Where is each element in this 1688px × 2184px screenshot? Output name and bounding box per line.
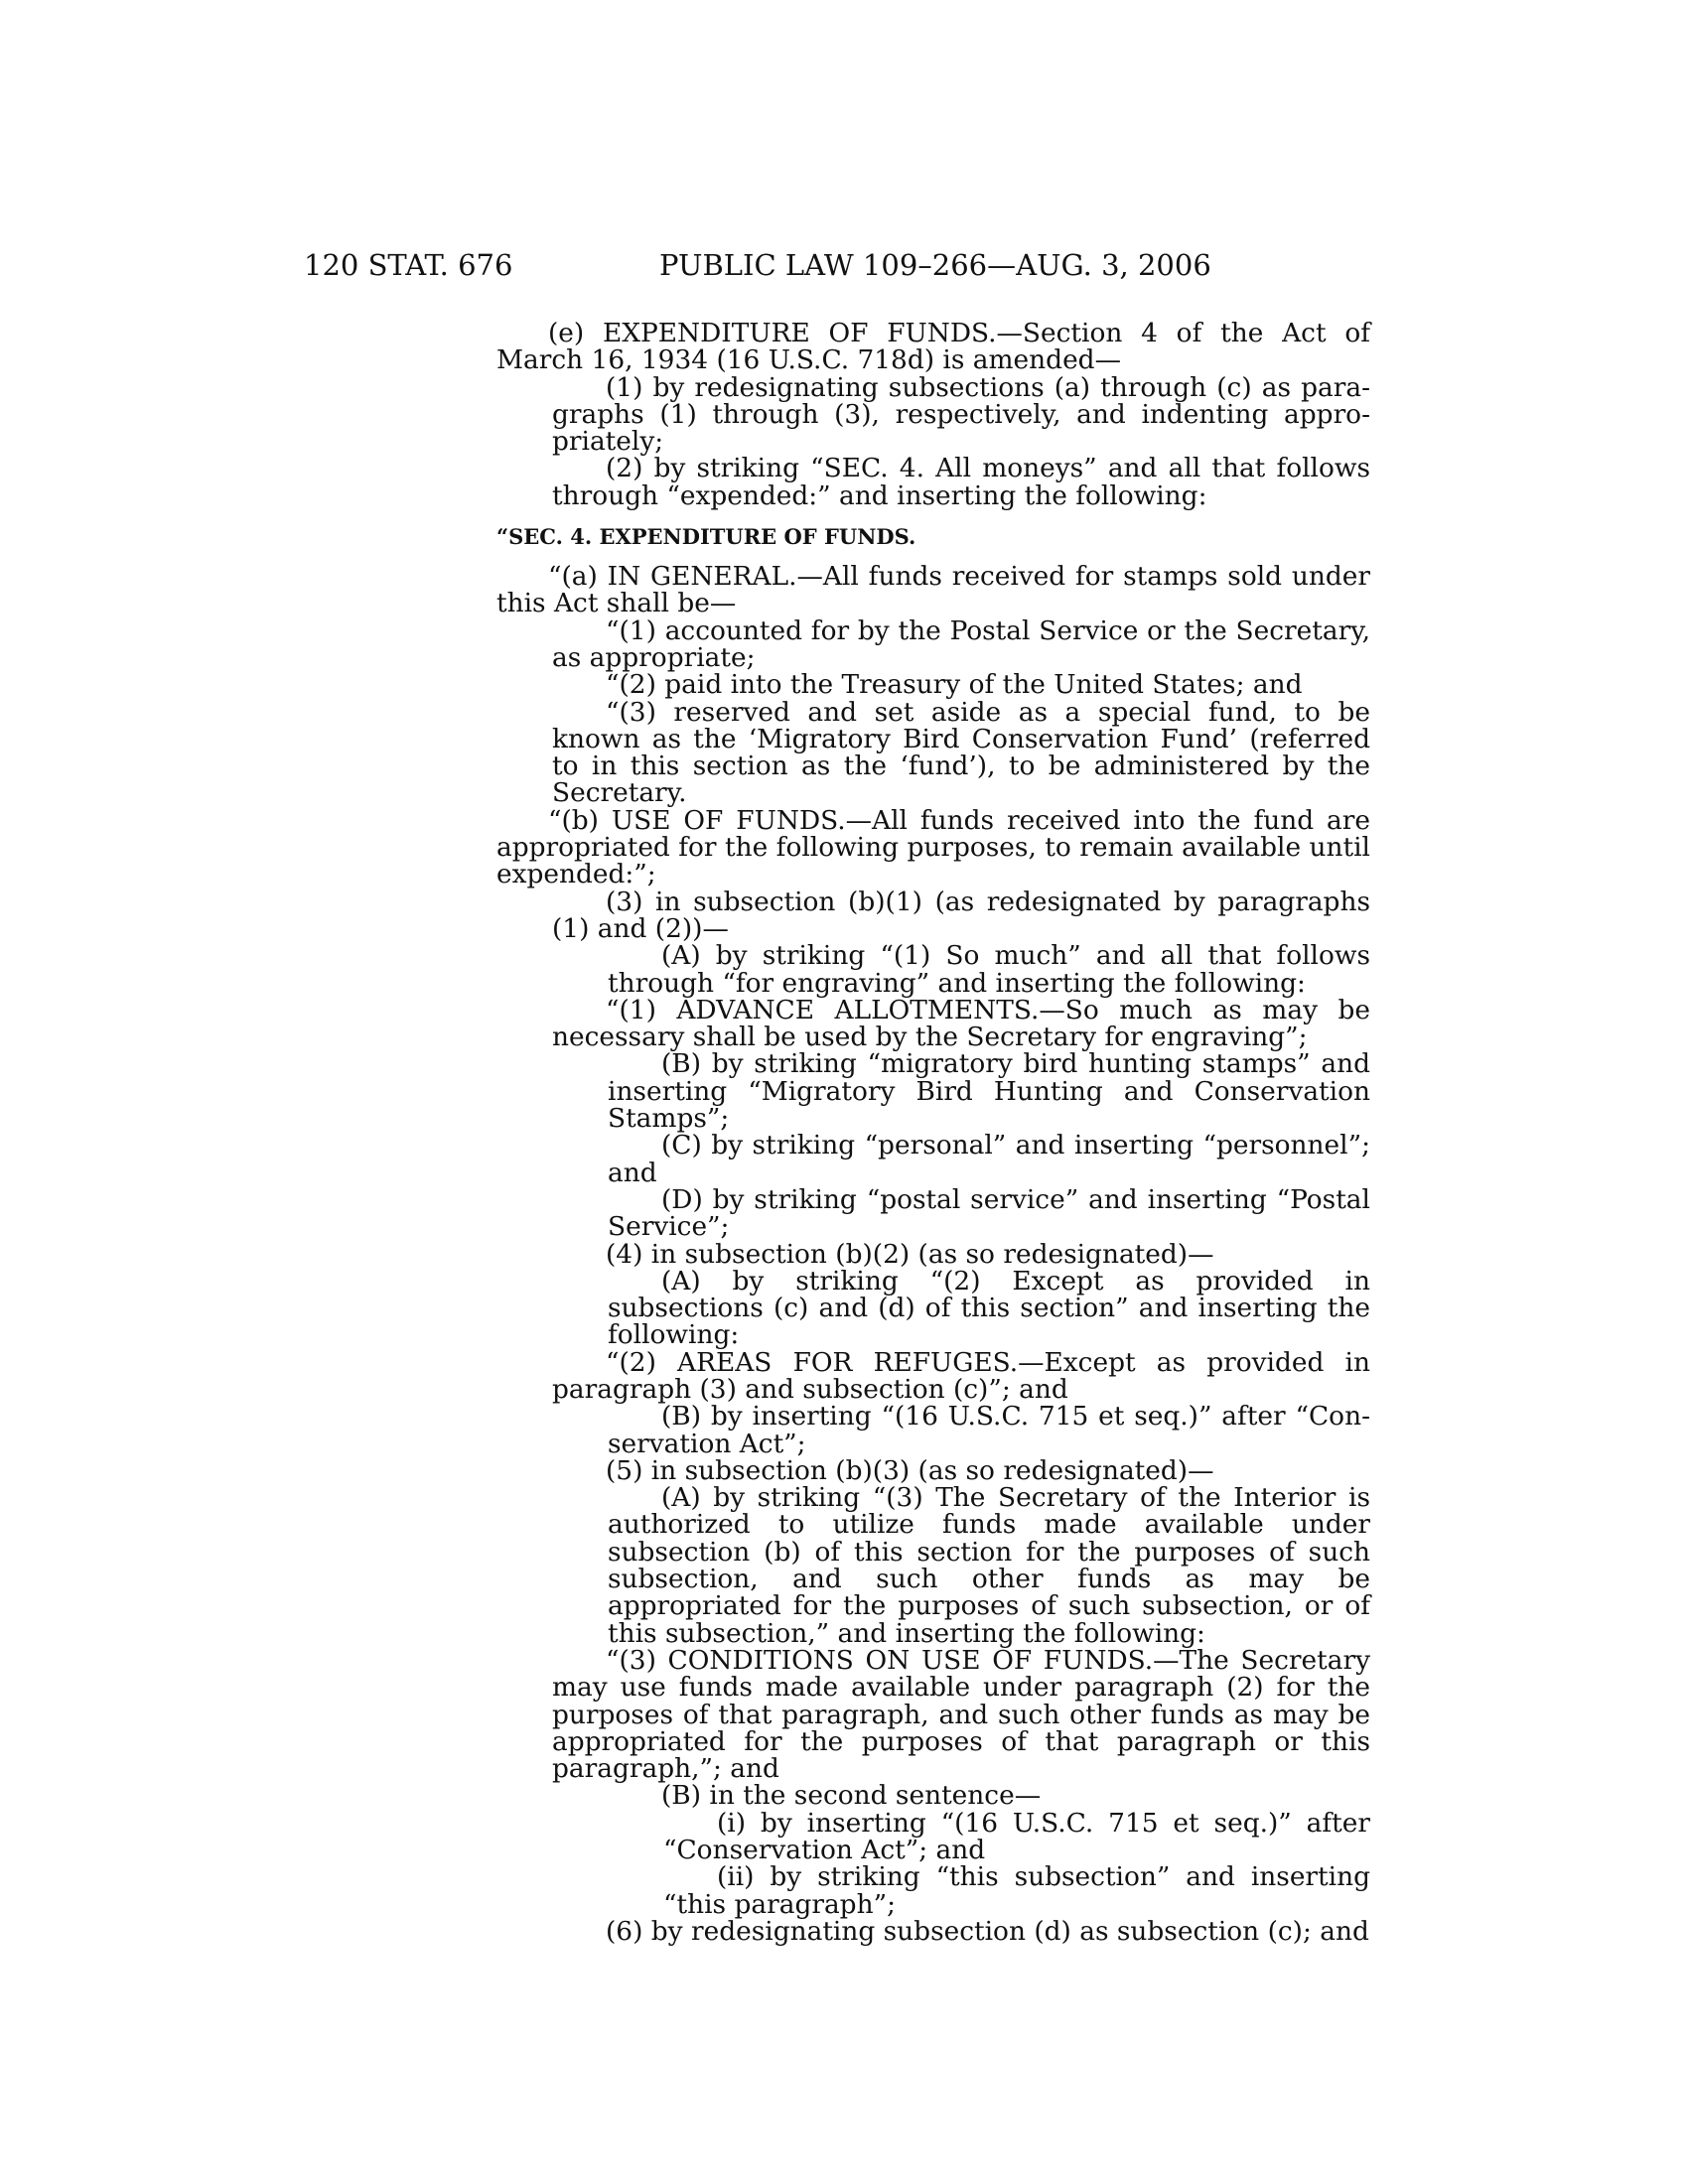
paragraph-striking-this-subsection: (ii) by striking “this subsection” and inserting “this paragraph”; bbox=[663, 1861, 1370, 1920]
paragraph-inserting-usc-2: (i) by inserting “(16 U.S.C. 715 et seq.)” after “Conservation Act”; and bbox=[663, 1807, 1370, 1866]
paragraph-accounted-for: “(1) accounted for by the Postal Service or the Secretary, as appropriate; bbox=[552, 614, 1370, 673]
paragraph-in-general: “(a) IN GENERAL.—All funds received for stamps sold under this Act shall be— bbox=[496, 561, 1370, 619]
paragraph-subsection-b1: (3) in subsection (b)(1) (as redesignated by paragraphs (1) and (2))— bbox=[552, 886, 1370, 944]
paragraph-striking-so-much: (A) by striking “(1) So much” and all that follows through “for engraving” and inserting the following: bbox=[608, 940, 1370, 999]
paragraph-striking-except: (A) by striking “(2) Except as provided in subsections (c) and (d) of this section” and inserting the following: bbox=[608, 1265, 1370, 1351]
document-body bbox=[496, 320, 1370, 1945]
paragraph-inserting-usc: (B) by inserting “(16 U.S.C. 715 et seq.)” after “Conservation Act”; bbox=[608, 1401, 1370, 1459]
paragraph-redesignating-subsections: (1) by redesignating subsections (a) through (c) as paragraphs (1) through (3), respectively, and indenting appropriately; bbox=[552, 371, 1370, 458]
paragraph-advance-allotments: “(1) ADVANCE ALLOTMENTS.—So much as may be necessary shall be used by the Secretary for engraving”; bbox=[552, 994, 1370, 1053]
paragraph-striking-postal-service: (D) by striking “postal service” and inserting “Postal Service”; bbox=[608, 1183, 1370, 1243]
paragraph-striking-secretary: (A) by striking “(3) The Secretary of the Interior is authorized to utilize funds made available under subsection (b) of this section for the purposes of such subsection, and such other funds as may be appropriated for the purposes of such subsection, or of this subsection,” and inserting the following: bbox=[608, 1482, 1370, 1649]
paragraph-striking-personal: (C) by striking “personal” and inserting “personnel”; and bbox=[608, 1130, 1370, 1188]
paragraph-striking-stamps: (B) by striking “migratory bird hunting stamps” and inserting “Migratory Bird Hunting and Conservation Stamps”; bbox=[608, 1048, 1370, 1135]
paragraph-redesignating-d: (6) by redesignating subsection (d) as subsection (c); and bbox=[606, 1915, 1369, 1947]
paragraph-subsection-b3: (5) in subsection (b)(3) (as so redesignated)— bbox=[606, 1454, 1214, 1486]
public-law-title: PUBLIC LAW 109–266—AUG. 3, 2006 bbox=[659, 248, 1211, 282]
paragraph-special-fund: “(3) reserved and set aside as a special fund, to be known as the ‘Migratory Bird Conservation Fund’ (referred to in this section as the ‘fund’), to be administered by the Secretary. bbox=[552, 696, 1370, 809]
paragraph-striking-sec4: (2) by striking “SEC. 4. All moneys” and all that follows through “expended:” and inserting the following: bbox=[552, 453, 1370, 511]
paragraph-second-sentence: (B) in the second sentence— bbox=[661, 1780, 1042, 1812]
statute-page-number: 120 STAT. 676 bbox=[304, 248, 513, 282]
paragraph-areas-for-refuges: “(2) AREAS FOR REFUGES.—Except as provided in paragraph (3) and subsection (c)”; and bbox=[552, 1346, 1370, 1405]
paragraph-conditions-on-use: “(3) CONDITIONS ON USE OF FUNDS.—The Secretary may use funds made available under paragraph (2) for the purposes of that paragraph, and such other funds as may be appropriated for the purposes of that paragraph or this paragraph,”; and bbox=[552, 1644, 1370, 1785]
paragraph-use-of-funds: “(b) USE OF FUNDS.—All funds received into the fund are appropriated for the following purposes, to remain available until expended:”; bbox=[496, 804, 1370, 890]
section-heading: “SEC. 4. EXPENDITURE OF FUNDS. bbox=[496, 524, 916, 550]
paragraph-subsection-b2: (4) in subsection (b)(2) (as so redesignated)— bbox=[606, 1238, 1214, 1270]
paragraph-paid-into-treasury: “(2) paid into the Treasury of the United States; and bbox=[606, 669, 1303, 701]
paragraph-expenditure-of-funds: (e) EXPENDITURE OF FUNDS.—Section 4 of the Act of March 16, 1934 (16 U.S.C. 718d) is amended— bbox=[496, 318, 1370, 376]
